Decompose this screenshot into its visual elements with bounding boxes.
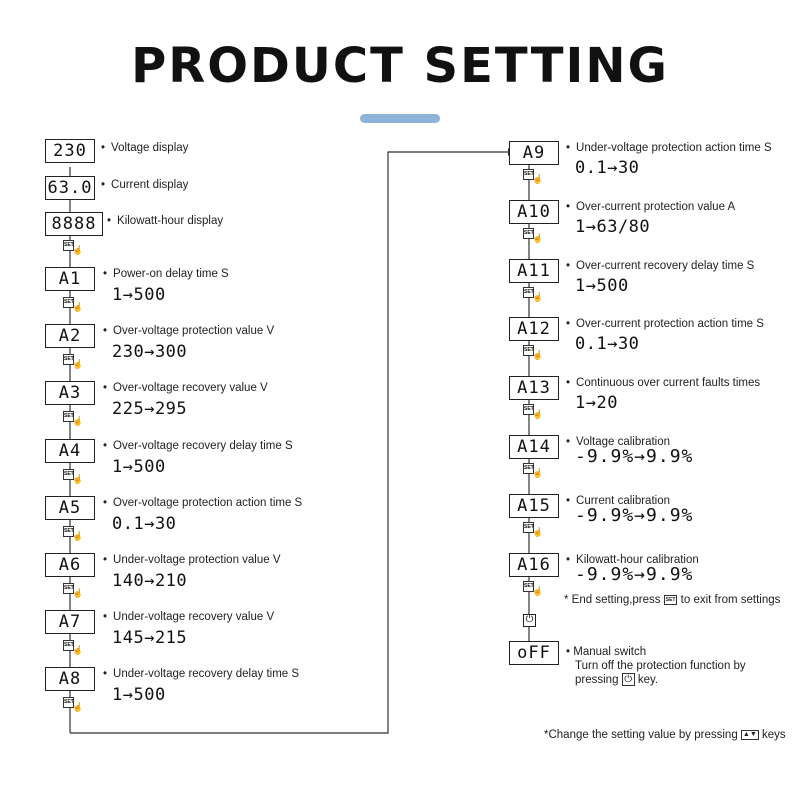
- off-display: oFF: [509, 641, 559, 665]
- param-code-a10: A10: [509, 200, 559, 224]
- display-box-1: 230: [45, 139, 95, 163]
- param-label-a14: • Voltage calibration: [566, 436, 670, 448]
- display-box-3: 8888: [45, 212, 103, 236]
- param-label-a9: • Under-voltage protection action time S: [566, 142, 772, 154]
- param-label-a11: • Over-current recovery delay time S: [566, 260, 754, 272]
- display-label-3: • Kilowatt-hour display: [107, 215, 223, 227]
- param-label-a1: • Power-on delay time S: [103, 268, 229, 280]
- param-label-a2: • Over-voltage protection value V: [103, 325, 274, 337]
- param-code-a13: A13: [509, 376, 559, 400]
- param-range-a2: 230→300: [112, 342, 188, 363]
- pointing-hand-icon: ☝: [532, 174, 544, 184]
- set-key-icon: SET: [523, 287, 534, 298]
- set-key-icon: SET: [665, 596, 676, 603]
- param-label-a4: • Over-voltage recovery delay time S: [103, 440, 293, 452]
- end-note-text-1: * End setting,press: [564, 594, 661, 606]
- off-line-2: Turn off the protection function by: [575, 660, 746, 672]
- pointing-hand-icon: ☝: [72, 245, 84, 255]
- param-range-a4: 1→500: [112, 456, 166, 477]
- pointing-hand-icon: ☝: [532, 232, 544, 243]
- param-range-a13: 1→20: [575, 393, 618, 414]
- set-key-icon: SET: [523, 522, 534, 533]
- param-label-a15: • Current calibration: [566, 495, 670, 507]
- param-label-a3: • Over-voltage recovery value V: [103, 382, 268, 394]
- off-description: [566, 645, 746, 687]
- footer-note: [544, 729, 786, 741]
- param-range-a12: 0.1→30: [575, 334, 640, 355]
- up-down-key-icon: ▲▼: [742, 730, 757, 738]
- param-label-a16: • Kilowatt-hour calibration: [566, 554, 699, 566]
- off-line-3: pressing ⏻ key.: [575, 674, 659, 686]
- set-key-icon: SET: [523, 169, 534, 180]
- page-title: PRODUCT SETTING: [131, 38, 669, 94]
- param-label-a13: • Continuous over current faults times: [566, 377, 760, 389]
- param-label-a10: • Over-current protection value A: [566, 201, 735, 213]
- param-label-a6: • Under-voltage protection value V: [103, 554, 281, 566]
- set-key-icon: SET: [63, 469, 74, 480]
- pointing-hand-icon: ☝: [532, 409, 544, 420]
- set-key-icon: SET: [63, 697, 74, 708]
- power-key-icon: ⏻: [622, 673, 635, 686]
- set-key-icon: SET: [63, 240, 74, 251]
- param-label-a7: • Under-voltage recovery value V: [103, 611, 274, 623]
- set-key-icon: SET: [523, 463, 534, 474]
- display-label-1: • Voltage display: [101, 142, 188, 154]
- display-label-2: • Current display: [101, 179, 188, 191]
- footer-text-1: *Change the setting value by pressing: [544, 729, 738, 741]
- pointing-hand-icon: ☝: [72, 416, 84, 427]
- pointing-hand-icon: ☝: [532, 526, 544, 537]
- param-code-a6: A6: [45, 553, 95, 577]
- pointing-hand-icon: ☝: [532, 350, 544, 361]
- param-code-a3: A3: [45, 381, 95, 405]
- param-code-a16: A16: [509, 553, 559, 577]
- set-key-icon: SET: [523, 404, 534, 415]
- pointing-hand-icon: ☝: [72, 302, 84, 312]
- pointing-hand-icon: ☝: [72, 702, 84, 713]
- pointing-hand-icon: ☝: [72, 645, 84, 656]
- param-range-a8: 1→500: [112, 685, 166, 706]
- param-code-a14: A14: [509, 435, 559, 459]
- param-range-a5: 0.1→30: [112, 513, 177, 534]
- param-range-a3: 225→295: [112, 399, 188, 420]
- set-key-icon: SET: [63, 526, 74, 537]
- param-label-a12: • Over-current protection action time S: [566, 318, 764, 330]
- param-range-a7: 145→215: [112, 628, 188, 649]
- set-key-icon: SET: [63, 354, 74, 365]
- param-code-a15: A15: [509, 494, 559, 518]
- end-note-text-2: to exit from settings: [680, 594, 781, 606]
- param-range-a16: -9.9%→9.9%: [575, 563, 694, 585]
- pointing-hand-icon: ☝: [72, 359, 84, 370]
- pointing-hand-icon: ☝: [532, 468, 544, 478]
- param-label-a5: • Over-voltage protection action time S: [103, 497, 302, 509]
- param-label-a8: • Under-voltage recovery delay time S: [103, 668, 299, 680]
- power-key-icon: ⏻: [523, 614, 536, 627]
- param-code-a4: A4: [45, 439, 95, 463]
- param-code-a1: A1: [45, 267, 95, 291]
- set-key-icon: SET: [63, 583, 74, 594]
- param-range-a6: 140→210: [112, 571, 188, 591]
- pointing-hand-icon: ☝: [72, 473, 84, 484]
- end-setting-note: [564, 594, 780, 606]
- set-key-icon: SET: [523, 228, 534, 239]
- param-code-a7: A7: [45, 610, 95, 634]
- param-code-a9: A9: [509, 141, 559, 165]
- param-code-a8: A8: [45, 667, 95, 691]
- param-range-a1: 1→500: [112, 285, 166, 305]
- param-range-a14: -9.9%→9.9%: [575, 446, 694, 467]
- set-key-icon: SET: [523, 345, 534, 356]
- param-range-a10: 1→63/80: [575, 216, 651, 237]
- param-code-a5: A5: [45, 496, 95, 520]
- param-range-a9: 0.1→30: [575, 158, 640, 178]
- set-key-icon: SET: [523, 581, 534, 592]
- param-code-a12: A12: [509, 317, 559, 341]
- pointing-hand-icon: ☝: [72, 530, 84, 541]
- param-range-a15: -9.9%→9.9%: [575, 504, 694, 526]
- set-key-icon: SET: [63, 411, 74, 422]
- param-range-a11: 1→500: [575, 275, 629, 296]
- off-label: • Manual switch: [566, 646, 647, 658]
- set-key-icon: SET: [63, 297, 74, 308]
- footer-text-2: keys: [761, 729, 786, 741]
- set-key-icon: SET: [63, 640, 74, 651]
- display-box-2: 63.0: [45, 176, 95, 200]
- param-code-a2: A2: [45, 324, 95, 348]
- pointing-hand-icon: ☝: [532, 585, 544, 596]
- pointing-hand-icon: ☝: [532, 291, 544, 302]
- pointing-hand-icon: ☝: [72, 588, 84, 598]
- param-code-a11: A11: [509, 259, 559, 283]
